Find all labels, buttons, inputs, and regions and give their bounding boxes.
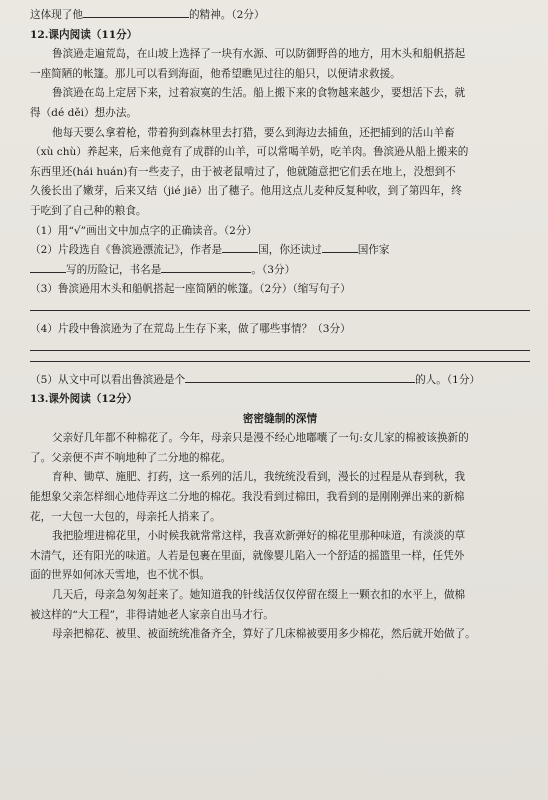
passage-line: 鲁滨逊走遍荒岛，在山坡上选择了一块有水源、可以防御野兽的地方，用木头和船帆搭起 [52, 48, 466, 61]
question-3: （3）鲁滨逊用木头和船帆搭起一座简陋的帐篷。（2分）（缩写句子） [30, 283, 351, 296]
question-1: （1）用“√”画出文中加点字的正确读音。（2分） [30, 224, 258, 237]
passage-line: 母亲把棉花、被里、被面统统准备齐全，算好了几床棉被要用多少棉花，然后就开始做了。 [52, 628, 476, 641]
question-2 [30, 241, 530, 261]
text: （5）从文中可以看出鲁滨逊是个 [30, 373, 186, 386]
fill-blank[interactable] [161, 261, 251, 273]
passage-line: 能想象父亲怎样细心地侍弄这二分地的棉花。我没看到过棉田，我看到的是刚刚弹出来的新棉 [30, 491, 465, 504]
passage-title: 密密缝制的深情 [242, 412, 318, 425]
section-heading-12: 12.课内阅读（11分） [30, 28, 138, 41]
passage-line: 木清气，还有阳光的味道。人若是包裹在里面，就像婴儿陷入一个舒适的摇篮里一样，任凭外 [30, 549, 465, 562]
passage-line: 东西里还(hái huán)有一些麦子，由于被老鼠啃过了，他就随意把它们丢在地上，没想到不 [30, 165, 456, 178]
text: 国作家 [357, 244, 390, 257]
answer-line[interactable] [30, 310, 530, 311]
fill-blank[interactable] [83, 6, 189, 18]
text: 写的历险记，书名是 [66, 263, 162, 276]
passage-line: 他每天要么拿着枪，带着狗到森林里去打猎，要么到海边去捕鱼，还把捕到的活山羊畜 [52, 126, 455, 139]
fill-blank[interactable] [185, 371, 415, 383]
fill-blank[interactable] [30, 261, 66, 273]
passage-line: 久後长出了嫩芽，后来又结（jié jiē）出了穗子。他用这点儿麦种反复种收，到了第四年，终 [30, 185, 462, 198]
passage-line: （xù chù）养起来，后来他竟有了成群的山羊，可以常喝羊奶，吃羊肉。鲁滨逊从船上搬来的 [30, 146, 469, 159]
passage-line: 一座简陋的帐篷。那儿可以看到海面，他希望瞧见过往的船只，以便请求救援。 [30, 67, 401, 80]
question-5 [30, 371, 530, 391]
passage-line: 面的世界如何冰天雪地，也不忧不惧。 [30, 569, 211, 582]
passage-line: 我把脸埋进棉花里，小时候我就常常这样，我喜欢新弹好的棉花里那种味道，有淡淡的草 [52, 530, 466, 543]
fill-blank[interactable] [322, 241, 358, 253]
text: 的精神。（2分） [188, 9, 265, 21]
question-4: （4）片段中鲁滨逊为了在荒岛上生存下来，做了哪些事情？（3分） [30, 322, 351, 335]
section-heading-13: 13.课外阅读（12分） [30, 393, 138, 406]
passage-line: 了。父亲便不声不响地种了二分地的棉花。 [30, 451, 232, 464]
text: （2）片段选自《鲁滨逊漂流记》，作者是 [30, 244, 223, 257]
passage-line: 育种、锄草、施肥、打药，这一系列的活儿，我统统没看到，漫长的过程是从春到秋，我 [52, 471, 466, 484]
passage-line: 父亲好几年都不种棉花了。今年，母亲只是漫不经心地嘟囔了一句:女儿家的棉被该换新的 [52, 432, 469, 445]
answer-line[interactable] [30, 361, 530, 362]
fill-blank[interactable] [222, 241, 258, 253]
passage-line: 鲁滨逊在岛上定居下来，过着寂寞的生活。船上搬下来的食物越来越少，要想活下去，就 [52, 87, 466, 100]
text: ，你还读过 [268, 244, 322, 257]
q11-answer-line [30, 6, 530, 26]
passage-line: 花，一大包一大包的，母亲托人捎来了。 [30, 510, 221, 523]
text: 。（3分） [251, 263, 296, 276]
answer-line[interactable] [30, 350, 530, 351]
text: 国 [258, 244, 269, 257]
text: 这体现了他 [30, 9, 83, 21]
passage-line: 被这样的“大工程”，非得请她老人家亲自出马才行。 [30, 608, 274, 621]
passage-line: 几天后，母亲急匆匆赶来了。她知道我的针线活仅仅停留在缀上一颗衣扣的水平上，做棉 [52, 589, 466, 602]
passage-line: 于吃到了自己种的粮食。 [30, 204, 147, 217]
question-2-cont [30, 261, 530, 281]
passage-line: 得（dé děi）想办法。 [30, 106, 138, 119]
text: 的人。（1分） [415, 373, 481, 386]
